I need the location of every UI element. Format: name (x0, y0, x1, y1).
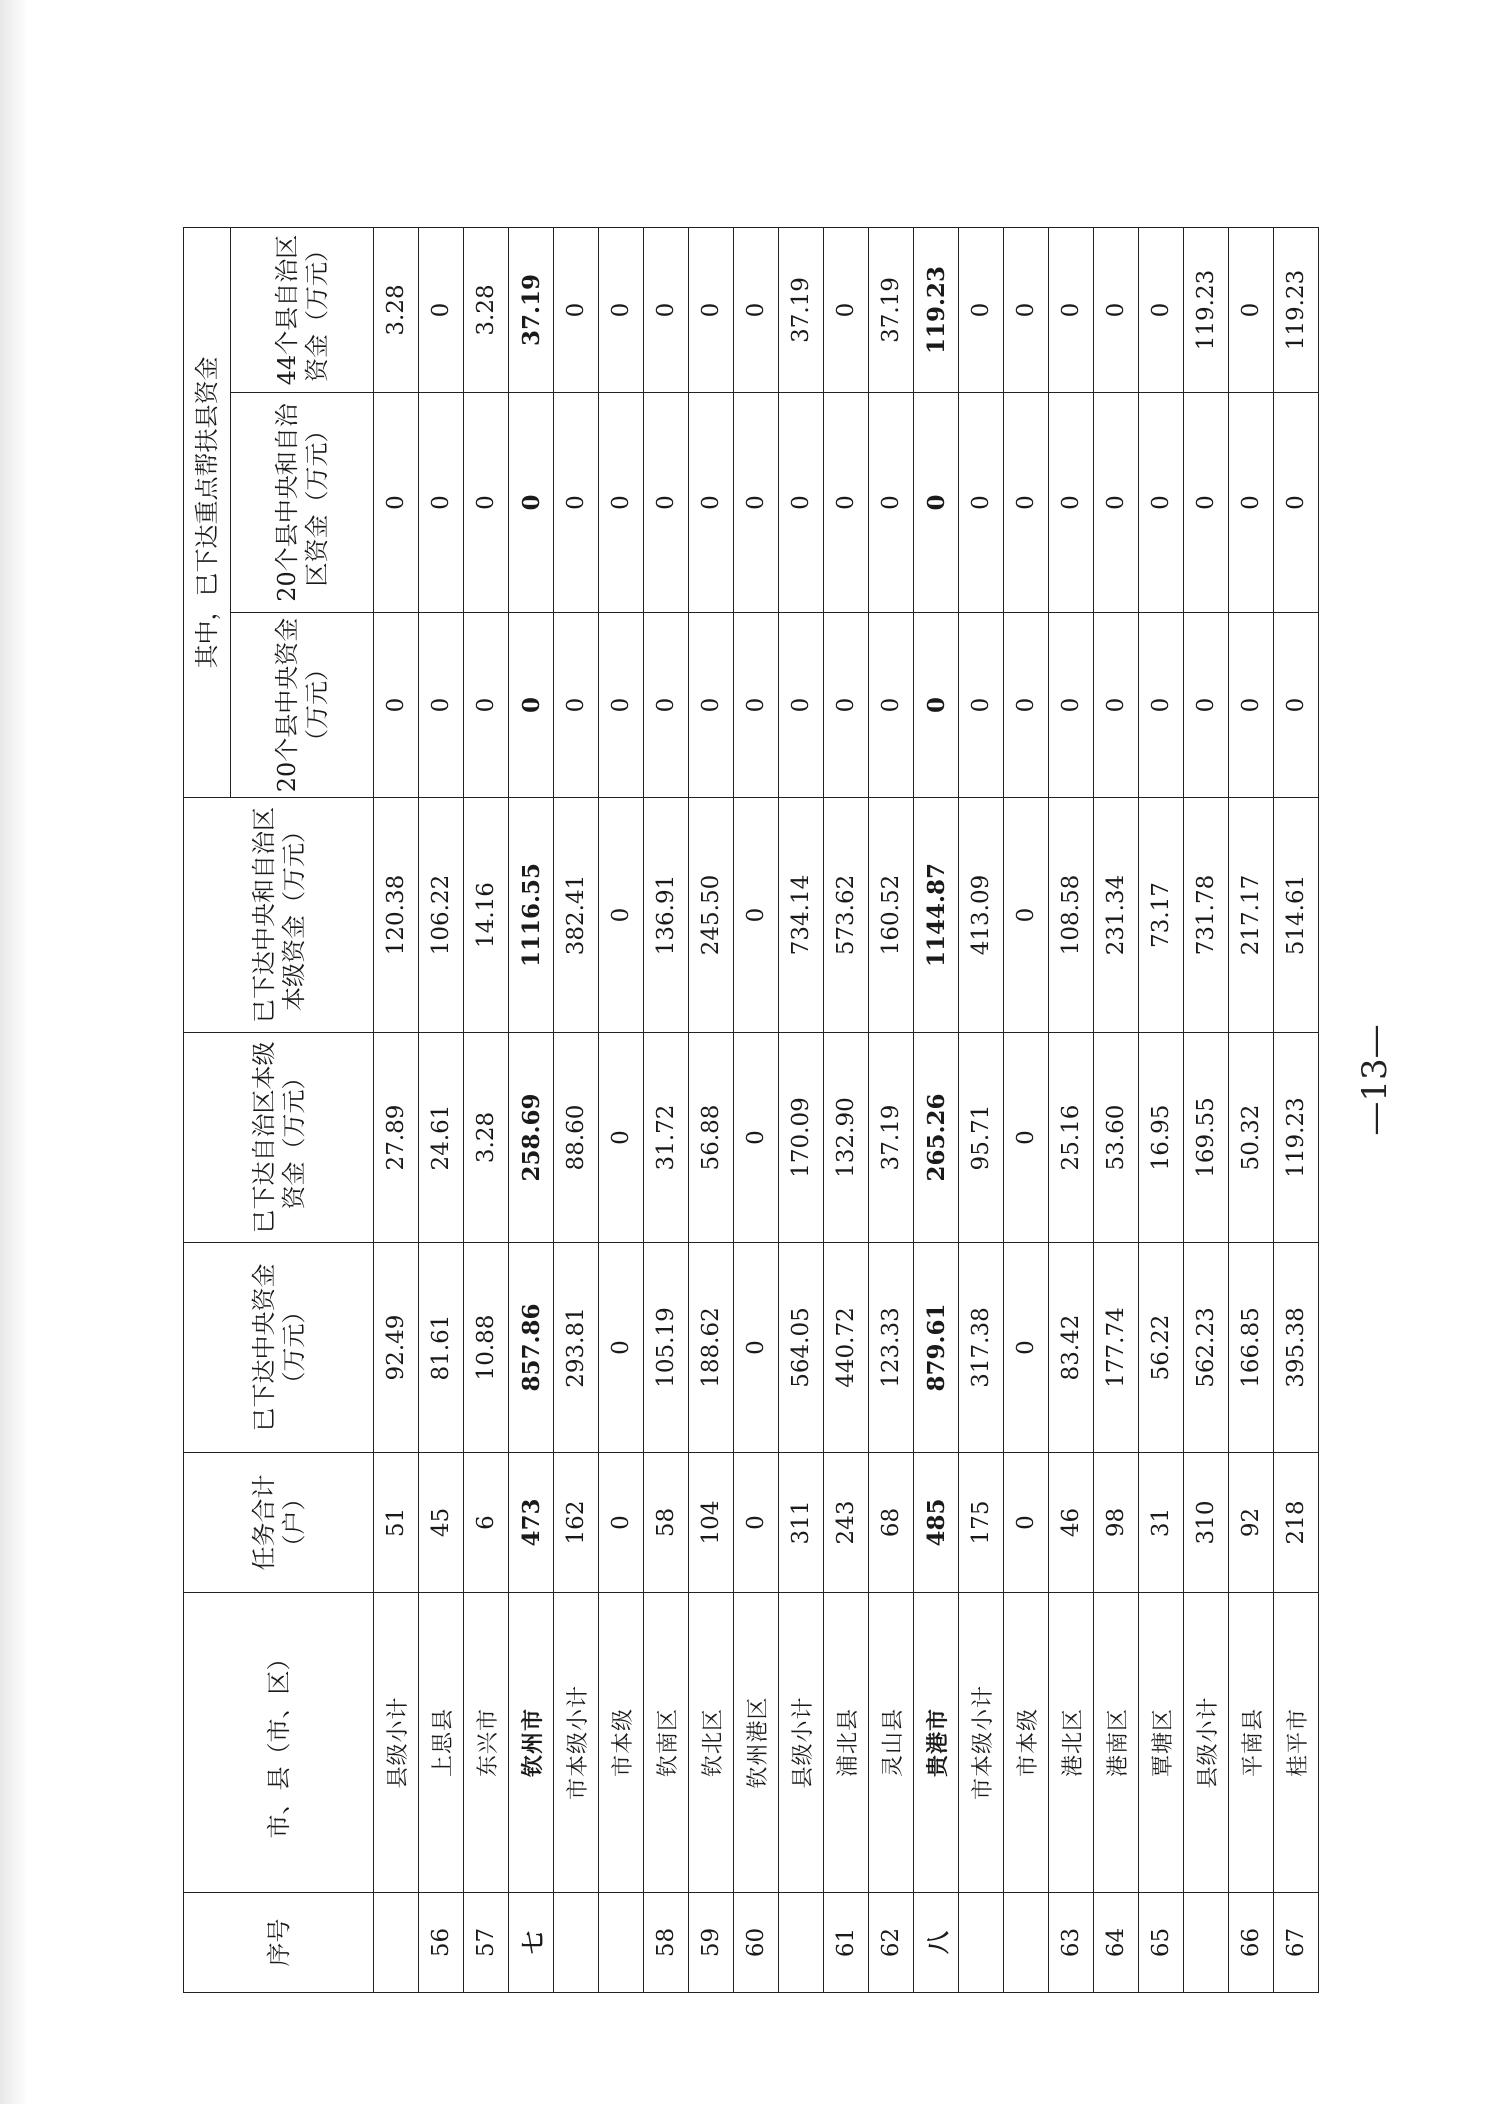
cell-b20: 0 (734, 393, 779, 613)
cell-region: 3.28 (464, 1033, 509, 1243)
cell-seq: 60 (734, 1893, 779, 1993)
cell-name: 浦北县 (824, 1593, 869, 1893)
cell-seq (1184, 1893, 1229, 1993)
cell-central: 177.74 (1094, 1243, 1139, 1453)
cell-total: 14.16 (464, 798, 509, 1033)
cell-r44: 37.19 (779, 227, 824, 392)
cell-r44: 0 (419, 227, 464, 392)
cell-name: 钦州港区 (734, 1593, 779, 1893)
table-row (914, 227, 959, 1992)
cell-region: 31.72 (644, 1033, 689, 1243)
cell-r44: 37.19 (869, 227, 914, 392)
cell-b20: 0 (1004, 393, 1049, 613)
table-row (464, 227, 509, 1992)
cell-task: 175 (959, 1453, 1004, 1593)
cell-b20: 0 (1274, 393, 1319, 613)
cell-seq: 63 (1049, 1893, 1094, 1993)
cell-task: 92 (1229, 1453, 1274, 1593)
cell-c20: 0 (779, 613, 824, 798)
cell-region: 0 (734, 1033, 779, 1243)
cell-region: 0 (599, 1033, 644, 1243)
cell-central: 92.49 (374, 1243, 419, 1453)
cell-r44: 0 (1139, 227, 1184, 392)
cell-name: 市本级小计 (554, 1593, 599, 1893)
cell-total: 382.41 (554, 798, 599, 1033)
cell-name: 钦南区 (644, 1593, 689, 1893)
cell-name: 市本级 (1004, 1593, 1049, 1893)
cell-c20: 0 (689, 613, 734, 798)
cell-central: 317.38 (959, 1243, 1004, 1453)
cell-region: 50.32 (1229, 1033, 1274, 1243)
cell-c20: 0 (1184, 613, 1229, 798)
table-row (1229, 227, 1274, 1992)
cell-total: 0 (734, 798, 779, 1033)
cell-r44: 0 (644, 227, 689, 392)
table-row (1184, 227, 1229, 1992)
cell-total: 106.22 (419, 798, 464, 1033)
cell-region: 169.55 (1184, 1033, 1229, 1243)
header-region: 已下达自治区本级资金（万元） (184, 1033, 374, 1243)
cell-task: 31 (1139, 1453, 1184, 1593)
cell-seq: 58 (644, 1893, 689, 1993)
cell-region: 132.90 (824, 1033, 869, 1243)
cell-central: 0 (1004, 1243, 1049, 1453)
header-task: 任务合计（户） (184, 1453, 374, 1593)
cell-c20: 0 (1049, 613, 1094, 798)
table-row (689, 227, 734, 1992)
cell-name: 平南县 (1229, 1593, 1274, 1893)
cell-total: 120.38 (374, 798, 419, 1033)
cell-region: 56.88 (689, 1033, 734, 1243)
cell-c20: 0 (1139, 613, 1184, 798)
cell-seq: 八 (914, 1893, 959, 1993)
cell-region: 88.60 (554, 1033, 599, 1243)
table-row (554, 227, 599, 1992)
table-body (374, 227, 1319, 1992)
funding-table (183, 227, 1319, 1993)
cell-central: 166.85 (1229, 1243, 1274, 1453)
cell-name: 钦州市 (509, 1593, 554, 1893)
cell-r44: 0 (554, 227, 599, 392)
cell-b20: 0 (689, 393, 734, 613)
cell-r44: 119.23 (1184, 227, 1229, 392)
cell-task: 0 (599, 1453, 644, 1593)
cell-seq (599, 1893, 644, 1993)
cell-r44: 119.23 (914, 227, 959, 392)
cell-name: 港南区 (1094, 1593, 1139, 1893)
cell-c20: 0 (374, 613, 419, 798)
cell-total: 734.14 (779, 798, 824, 1033)
cell-b20: 0 (1094, 393, 1139, 613)
cell-b20: 0 (869, 393, 914, 613)
cell-task: 104 (689, 1453, 734, 1593)
cell-b20: 0 (1139, 393, 1184, 613)
cell-region: 258.69 (509, 1033, 554, 1243)
cell-task: 311 (779, 1453, 824, 1593)
cell-total: 231.34 (1094, 798, 1139, 1033)
cell-c20: 0 (1004, 613, 1049, 798)
cell-task: 218 (1274, 1453, 1319, 1593)
table-row (1139, 227, 1184, 1992)
cell-seq (374, 1893, 419, 1993)
cell-central: 440.72 (824, 1243, 869, 1453)
cell-total: 160.52 (869, 798, 914, 1033)
cell-r44: 0 (1094, 227, 1139, 392)
cell-central: 81.61 (419, 1243, 464, 1453)
cell-b20: 0 (1049, 393, 1094, 613)
cell-b20: 0 (779, 393, 824, 613)
cell-region: 170.09 (779, 1033, 824, 1243)
cell-region: 27.89 (374, 1033, 419, 1243)
cell-name: 灵山县 (869, 1593, 914, 1893)
cell-seq: 56 (419, 1893, 464, 1993)
header-county: 市、县（市、区） (184, 1593, 374, 1893)
cell-name: 东兴市 (464, 1593, 509, 1893)
cell-task: 68 (869, 1453, 914, 1593)
cell-region: 16.95 (1139, 1033, 1184, 1243)
cell-region: 53.60 (1094, 1033, 1139, 1243)
header-sub20-both: 20个县中央和自治区资金（万元） (231, 393, 374, 613)
cell-c20: 0 (959, 613, 1004, 798)
cell-central: 83.42 (1049, 1243, 1094, 1453)
cell-b20: 0 (1229, 393, 1274, 613)
header-group: 其中，已下达重点帮扶县资金 (184, 227, 231, 797)
table-row (1004, 227, 1049, 1992)
cell-task: 6 (464, 1453, 509, 1593)
cell-c20: 0 (599, 613, 644, 798)
cell-r44: 0 (1229, 227, 1274, 392)
cell-name: 市本级 (599, 1593, 644, 1893)
cell-name: 上思县 (419, 1593, 464, 1893)
cell-total: 413.09 (959, 798, 1004, 1033)
cell-r44: 0 (734, 227, 779, 392)
cell-name: 县级小计 (779, 1593, 824, 1893)
table-row (869, 227, 914, 1992)
cell-b20: 0 (464, 393, 509, 613)
table-row (419, 227, 464, 1992)
cell-c20: 0 (1274, 613, 1319, 798)
table-row (1274, 227, 1319, 1992)
cell-c20: 0 (554, 613, 599, 798)
cell-central: 0 (599, 1243, 644, 1453)
cell-task: 485 (914, 1453, 959, 1593)
cell-region: 0 (1004, 1033, 1049, 1243)
cell-region: 24.61 (419, 1033, 464, 1243)
cell-c20: 0 (1229, 613, 1274, 798)
cell-total: 0 (1004, 798, 1049, 1033)
table-row (824, 227, 869, 1992)
cell-seq (959, 1893, 1004, 1993)
header-sub44-region: 44个县自治区资金（万元） (231, 227, 374, 392)
cell-name: 贵港市 (914, 1593, 959, 1893)
cell-total: 514.61 (1274, 798, 1319, 1033)
cell-central: 293.81 (554, 1243, 599, 1453)
cell-r44: 0 (1049, 227, 1094, 392)
cell-central: 857.86 (509, 1243, 554, 1453)
cell-b20: 0 (599, 393, 644, 613)
cell-seq: 67 (1274, 1893, 1319, 1993)
cell-central: 123.33 (869, 1243, 914, 1453)
cell-task: 473 (509, 1453, 554, 1593)
cell-b20: 0 (824, 393, 869, 613)
cell-seq (1004, 1893, 1049, 1993)
cell-seq: 59 (689, 1893, 734, 1993)
cell-central: 105.19 (644, 1243, 689, 1453)
table-row (1049, 227, 1094, 1992)
rotated-table-wrapper (183, 228, 1311, 1993)
cell-b20: 0 (554, 393, 599, 613)
table-row (509, 227, 554, 1992)
cell-r44: 119.23 (1274, 227, 1319, 392)
cell-task: 98 (1094, 1453, 1139, 1593)
cell-total: 1144.87 (914, 798, 959, 1033)
cell-task: 58 (644, 1453, 689, 1593)
cell-seq: 62 (869, 1893, 914, 1993)
cell-seq: 七 (509, 1893, 554, 1993)
cell-c20: 0 (914, 613, 959, 798)
cell-seq: 65 (1139, 1893, 1184, 1993)
cell-task: 243 (824, 1453, 869, 1593)
cell-task: 51 (374, 1453, 419, 1593)
cell-seq (554, 1893, 599, 1993)
header-seq: 序号 (184, 1893, 374, 1993)
cell-central: 0 (734, 1243, 779, 1453)
cell-task: 310 (1184, 1453, 1229, 1593)
header-central-region: 已下达中央和自治区本级资金（万元） (184, 798, 374, 1033)
table-row (374, 227, 419, 1992)
cell-central: 879.61 (914, 1243, 959, 1453)
cell-name: 港北区 (1049, 1593, 1094, 1893)
cell-total: 245.50 (689, 798, 734, 1033)
cell-c20: 0 (1094, 613, 1139, 798)
cell-r44: 0 (824, 227, 869, 392)
cell-b20: 0 (1184, 393, 1229, 613)
table-row (734, 227, 779, 1992)
cell-total: 73.17 (1139, 798, 1184, 1033)
cell-c20: 0 (869, 613, 914, 798)
table-row (779, 227, 824, 1992)
cell-region: 265.26 (914, 1033, 959, 1243)
cell-b20: 0 (374, 393, 419, 613)
cell-c20: 0 (464, 613, 509, 798)
cell-name: 桂平市 (1274, 1593, 1319, 1893)
cell-r44: 3.28 (374, 227, 419, 392)
cell-b20: 0 (959, 393, 1004, 613)
cell-name: 县级小计 (374, 1593, 419, 1893)
cell-central: 562.23 (1184, 1243, 1229, 1453)
cell-c20: 0 (734, 613, 779, 798)
cell-total: 217.17 (1229, 798, 1274, 1033)
cell-b20: 0 (509, 393, 554, 613)
cell-task: 0 (734, 1453, 779, 1593)
cell-c20: 0 (824, 613, 869, 798)
cell-region: 119.23 (1274, 1033, 1319, 1243)
cell-b20: 0 (419, 393, 464, 613)
cell-total: 108.58 (1049, 798, 1094, 1033)
cell-region: 25.16 (1049, 1033, 1094, 1243)
table-row (599, 227, 644, 1992)
cell-b20: 0 (644, 393, 689, 613)
header-central: 已下达中央资金（万元） (184, 1243, 374, 1453)
cell-seq: 66 (1229, 1893, 1274, 1993)
table-row (959, 227, 1004, 1992)
table-row (644, 227, 689, 1992)
cell-b20: 0 (914, 393, 959, 613)
page-number: —13— (1355, 1024, 1395, 1136)
cell-task: 46 (1049, 1453, 1094, 1593)
cell-name: 县级小计 (1184, 1593, 1229, 1893)
cell-r44: 0 (689, 227, 734, 392)
cell-central: 395.38 (1274, 1243, 1319, 1453)
cell-central: 564.05 (779, 1243, 824, 1453)
cell-region: 37.19 (869, 1033, 914, 1243)
cell-name: 钦北区 (689, 1593, 734, 1893)
cell-c20: 0 (509, 613, 554, 798)
cell-seq: 64 (1094, 1893, 1139, 1993)
cell-total: 573.62 (824, 798, 869, 1033)
table-row (1094, 227, 1139, 1992)
cell-c20: 0 (644, 613, 689, 798)
cell-name: 市本级小计 (959, 1593, 1004, 1893)
cell-task: 45 (419, 1453, 464, 1593)
cell-central: 188.62 (689, 1243, 734, 1453)
cell-r44: 0 (959, 227, 1004, 392)
cell-r44: 37.19 (509, 227, 554, 392)
cell-name: 覃塘区 (1139, 1593, 1184, 1893)
cell-seq: 61 (824, 1893, 869, 1993)
cell-seq: 57 (464, 1893, 509, 1993)
cell-central: 10.88 (464, 1243, 509, 1453)
cell-region: 95.71 (959, 1033, 1004, 1243)
cell-r44: 3.28 (464, 227, 509, 392)
cell-seq (779, 1893, 824, 1993)
header-sub20-central: 20个县中央资金（万元） (231, 613, 374, 798)
cell-c20: 0 (419, 613, 464, 798)
cell-total: 731.78 (1184, 798, 1229, 1033)
cell-task: 0 (1004, 1453, 1049, 1593)
cell-r44: 0 (599, 227, 644, 392)
cell-total: 0 (599, 798, 644, 1033)
cell-r44: 0 (1004, 227, 1049, 392)
cell-central: 56.22 (1139, 1243, 1184, 1453)
cell-total: 136.91 (644, 798, 689, 1033)
cell-total: 1116.55 (509, 798, 554, 1033)
cell-task: 162 (554, 1453, 599, 1593)
